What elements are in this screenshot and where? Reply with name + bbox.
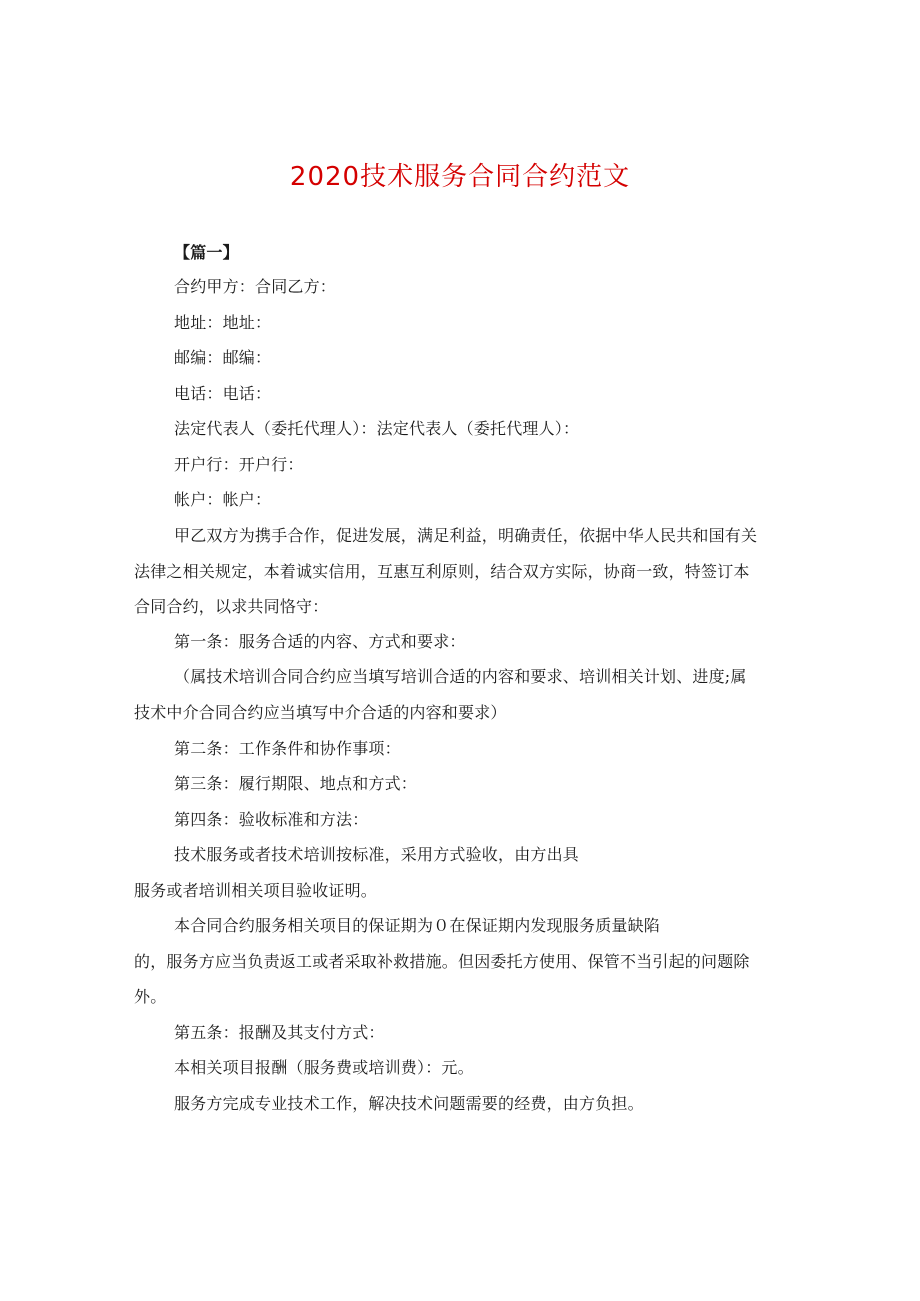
postcode-line: 邮编：邮编： (174, 348, 272, 367)
preamble-line: 合同合约，以求共同恪守： (134, 597, 329, 616)
warranty-line: 本合同合约服务相关项目的保证期为０在保证期内发现服务质量缺陷 (174, 916, 661, 935)
address-line: 地址：地址： (174, 313, 272, 332)
article-1-note: （属技术培训合同合约应当填写培训合适的内容和要求、培训相关计划、进度;属 (174, 667, 747, 686)
warranty-line: 外。 (134, 987, 167, 1006)
article-1-heading: 第一条：服务合适的内容、方式和要求： (174, 632, 466, 651)
account-line: 帐户：帐户： (174, 490, 272, 509)
expenses-line: 服务方完成专业技术工作，解决技术问题需要的经费，由方负担。 (174, 1094, 644, 1113)
legal-rep-line: 法定代表人（委托代理人）：法定代表人（委托代理人）： (174, 419, 580, 438)
acceptance-line: 技术服务或者技术培训按标准，采用方式验收，由方出具 (174, 845, 580, 864)
document-title: 2020技术服务合同合约范文 (289, 162, 631, 192)
warranty-line: 的，服务方应当负责返工或者采取补救措施。但因委托方使用、保管不当引起的问题除 (134, 952, 750, 971)
article-3-heading: 第三条：履行期限、地点和方式： (174, 774, 418, 793)
section-label: 【篇一】 (174, 243, 239, 262)
preamble-line: 甲乙双方为携手合作，促进发展，满足利益，明确责任，依据中华人民共和国有关 (174, 526, 758, 545)
bank-line: 开户行：开户行： (174, 455, 304, 474)
article-2-heading: 第二条：工作条件和协作事项： (174, 739, 401, 758)
fee-line: 本相关项目报酬（服务费或培训费）：元。 (174, 1058, 474, 1077)
article-4-heading: 第四条：验收标准和方法： (174, 810, 369, 829)
article-5-heading: 第五条：报酬及其支付方式： (174, 1023, 385, 1042)
parties-line: 合约甲方：合同乙方： (174, 277, 337, 296)
acceptance-line: 服务或者培训相关项目验收证明。 (134, 881, 378, 900)
article-1-note: 技术中介合同合约应当填写中介合适的内容和要求） (134, 703, 507, 722)
preamble-line: 法律之相关规定，本着诚实信用，互惠互利原则，结合双方实际，协商一致，特签订本 (134, 562, 750, 581)
phone-line: 电话：电话： (174, 384, 272, 403)
